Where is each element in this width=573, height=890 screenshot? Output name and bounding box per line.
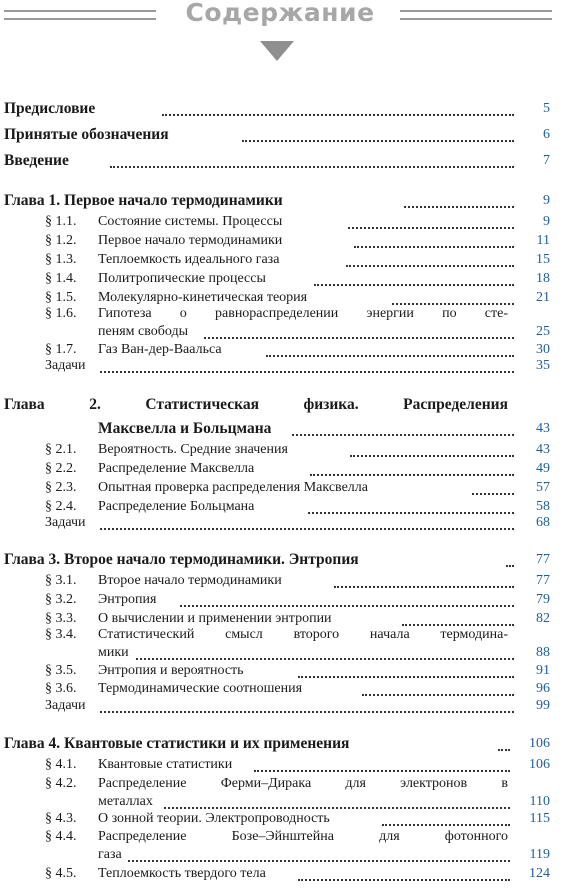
- dot-leader: [298, 879, 510, 881]
- section-title: Газ Ван-дер-Ваальса: [98, 342, 222, 357]
- problems-title: Задачи: [45, 698, 86, 713]
- section-number: § 1.6.: [45, 306, 77, 321]
- section-number: § 3.5.: [45, 663, 77, 678]
- section-number: § 4.1.: [45, 757, 77, 772]
- section-number: § 4.3.: [45, 811, 77, 826]
- dot-leader: [128, 860, 510, 862]
- section-title: Первое начало термодинамики: [98, 233, 283, 248]
- section-number: § 3.6.: [45, 681, 77, 696]
- section-title: Молекулярно-кинетическая теория: [98, 290, 308, 305]
- page-number: 5: [543, 101, 550, 116]
- dot-leader: [180, 605, 514, 607]
- page-number: 124: [529, 866, 550, 881]
- dot-leader: [314, 284, 514, 286]
- header-rule-right: [400, 10, 552, 20]
- page-number: 43: [536, 421, 550, 436]
- problems-title: Задачи: [45, 515, 86, 530]
- section-number: § 1.1.: [45, 214, 77, 229]
- dot-leader: [402, 624, 514, 626]
- section-title-line: Распределение Ферми–Дирака для электронов в: [98, 776, 508, 791]
- section-number: § 1.7.: [45, 342, 77, 357]
- page-number: 77: [536, 573, 550, 588]
- page-number: 106: [529, 757, 550, 772]
- page-number: 91: [536, 663, 550, 678]
- dot-leader: [266, 355, 514, 357]
- dot-leader: [404, 206, 514, 208]
- page-number: 25: [536, 324, 550, 339]
- page-number: 77: [536, 552, 550, 567]
- page-number: 119: [529, 847, 550, 862]
- problems-title: Задачи: [45, 358, 86, 373]
- down-triangle-icon: [260, 41, 294, 61]
- dot-leader: [392, 303, 514, 305]
- dot-leader: [310, 474, 514, 476]
- section-title: Термодинамические соотношения: [98, 681, 303, 696]
- section-title-line: газа: [98, 847, 122, 862]
- section-title: О зонной теории. Электропроводность: [98, 811, 330, 826]
- header-rule-left: [4, 10, 156, 20]
- section-title: Энтропия: [98, 592, 157, 607]
- section-title: Распределение Больцмана: [98, 499, 255, 514]
- page-number: 7: [543, 153, 550, 168]
- section-title: О вычислении и применении энтропии: [98, 611, 332, 626]
- page-number: 79: [536, 592, 550, 607]
- dot-leader: [334, 586, 514, 588]
- page-number: 57: [536, 480, 550, 495]
- section-title-line: металлах: [98, 794, 153, 809]
- dot-leader: [350, 455, 514, 457]
- section-title: Политропические процессы: [98, 271, 266, 286]
- section-number: § 2.3.: [45, 480, 77, 495]
- page-number: 21: [536, 290, 550, 305]
- page-number: 58: [536, 499, 550, 514]
- section-title: Теплоемкость идеального газа: [98, 252, 280, 267]
- dot-leader: [472, 493, 514, 495]
- chapter-title: Глава 3. Второе начало термодинамики. Энтропия: [4, 551, 359, 568]
- section-title-line: Распределение Бозе–Эйнштейна для фотонного: [98, 829, 508, 844]
- toc-entry-title: Предисловие: [4, 100, 96, 117]
- section-number: § 2.2.: [45, 461, 77, 476]
- section-number: § 1.2.: [45, 233, 77, 248]
- page-number: 106: [529, 736, 550, 751]
- dot-leader: [162, 114, 514, 116]
- contents-header: [0, 0, 573, 28]
- dot-leader: [254, 770, 510, 772]
- page-number: 11: [536, 233, 550, 248]
- dot-leader: [100, 371, 514, 373]
- section-title-line: Статистический смысл второго начала термодина-: [98, 627, 508, 642]
- section-number: § 3.3.: [45, 611, 77, 626]
- dot-leader: [362, 694, 514, 696]
- page-number: 30: [536, 342, 550, 357]
- section-title: Энтропия и вероятность: [98, 663, 244, 678]
- dot-leader: [346, 265, 514, 267]
- section-title: Опытная проверка распределения Максвелла: [98, 480, 368, 495]
- section-title-line: Гипотеза о равнораспределении энергии по сте-: [98, 306, 508, 321]
- toc-entry-title: Введение: [4, 152, 69, 169]
- section-number: § 2.1.: [45, 442, 77, 457]
- chapter-title: Глава 1. Первое начало термодинамики: [4, 192, 283, 209]
- section-title: Состояние системы. Процессы: [98, 214, 283, 229]
- section-title: Распределение Максвелла: [98, 461, 255, 476]
- section-title: Теплоемкость твердого тела: [98, 866, 266, 881]
- chapter-title-line: Максвелла и Больцмана: [98, 420, 272, 437]
- page-number: 96: [536, 681, 550, 696]
- contents-title: Содержание: [185, 0, 375, 27]
- section-number: § 3.4.: [45, 627, 77, 642]
- dot-leader: [498, 749, 510, 751]
- dot-leader: [164, 807, 510, 809]
- dot-leader: [136, 658, 514, 660]
- page-number: 82: [536, 611, 550, 626]
- dot-leader: [100, 711, 514, 713]
- page-number: 15: [536, 252, 550, 267]
- page-number: 9: [543, 214, 550, 229]
- section-title: Вероятность. Средние значения: [98, 442, 288, 457]
- page-number: 35: [536, 358, 550, 373]
- page-number: 6: [543, 127, 550, 142]
- page-number: 88: [536, 645, 550, 660]
- section-number: § 3.2.: [45, 592, 77, 607]
- section-number: § 4.5.: [45, 866, 77, 881]
- page-number: 9: [543, 193, 550, 208]
- toc-entry-title: Принятые обозначения: [4, 126, 169, 143]
- chapter-title-line: Глава 2. Статистическая физика. Распределения: [4, 396, 508, 413]
- page-number: 68: [536, 515, 550, 530]
- page-number: 110: [529, 794, 550, 809]
- dot-leader: [242, 140, 514, 142]
- section-number: § 1.3.: [45, 252, 77, 267]
- section-number: § 1.5.: [45, 290, 77, 305]
- dot-leader: [382, 824, 510, 826]
- page-number: 115: [529, 811, 550, 826]
- dot-leader: [298, 676, 514, 678]
- dot-leader: [204, 337, 514, 339]
- dot-leader: [110, 166, 514, 168]
- dot-leader: [308, 512, 514, 514]
- section-title-line: мики: [98, 645, 129, 660]
- section-number: § 4.2.: [45, 776, 77, 791]
- section-number: § 2.4.: [45, 499, 77, 514]
- section-title: Квантовые статистики: [98, 757, 233, 772]
- page-number: 43: [536, 442, 550, 457]
- dot-leader: [354, 246, 514, 248]
- page-number: 18: [536, 271, 550, 286]
- dot-leader: [100, 528, 514, 530]
- dot-leader: [348, 227, 514, 229]
- dot-leader: [292, 434, 514, 436]
- section-title-line: пеням свободы: [98, 324, 188, 339]
- page-number: 99: [536, 698, 550, 713]
- section-title: Второе начало термодинамики: [98, 573, 282, 588]
- chapter-title: Глава 4. Квантовые статистики и их применения: [4, 735, 350, 752]
- section-number: § 1.4.: [45, 271, 77, 286]
- page-number: 49: [536, 461, 550, 476]
- section-number: § 3.1.: [45, 573, 77, 588]
- section-number: § 4.4.: [45, 829, 77, 844]
